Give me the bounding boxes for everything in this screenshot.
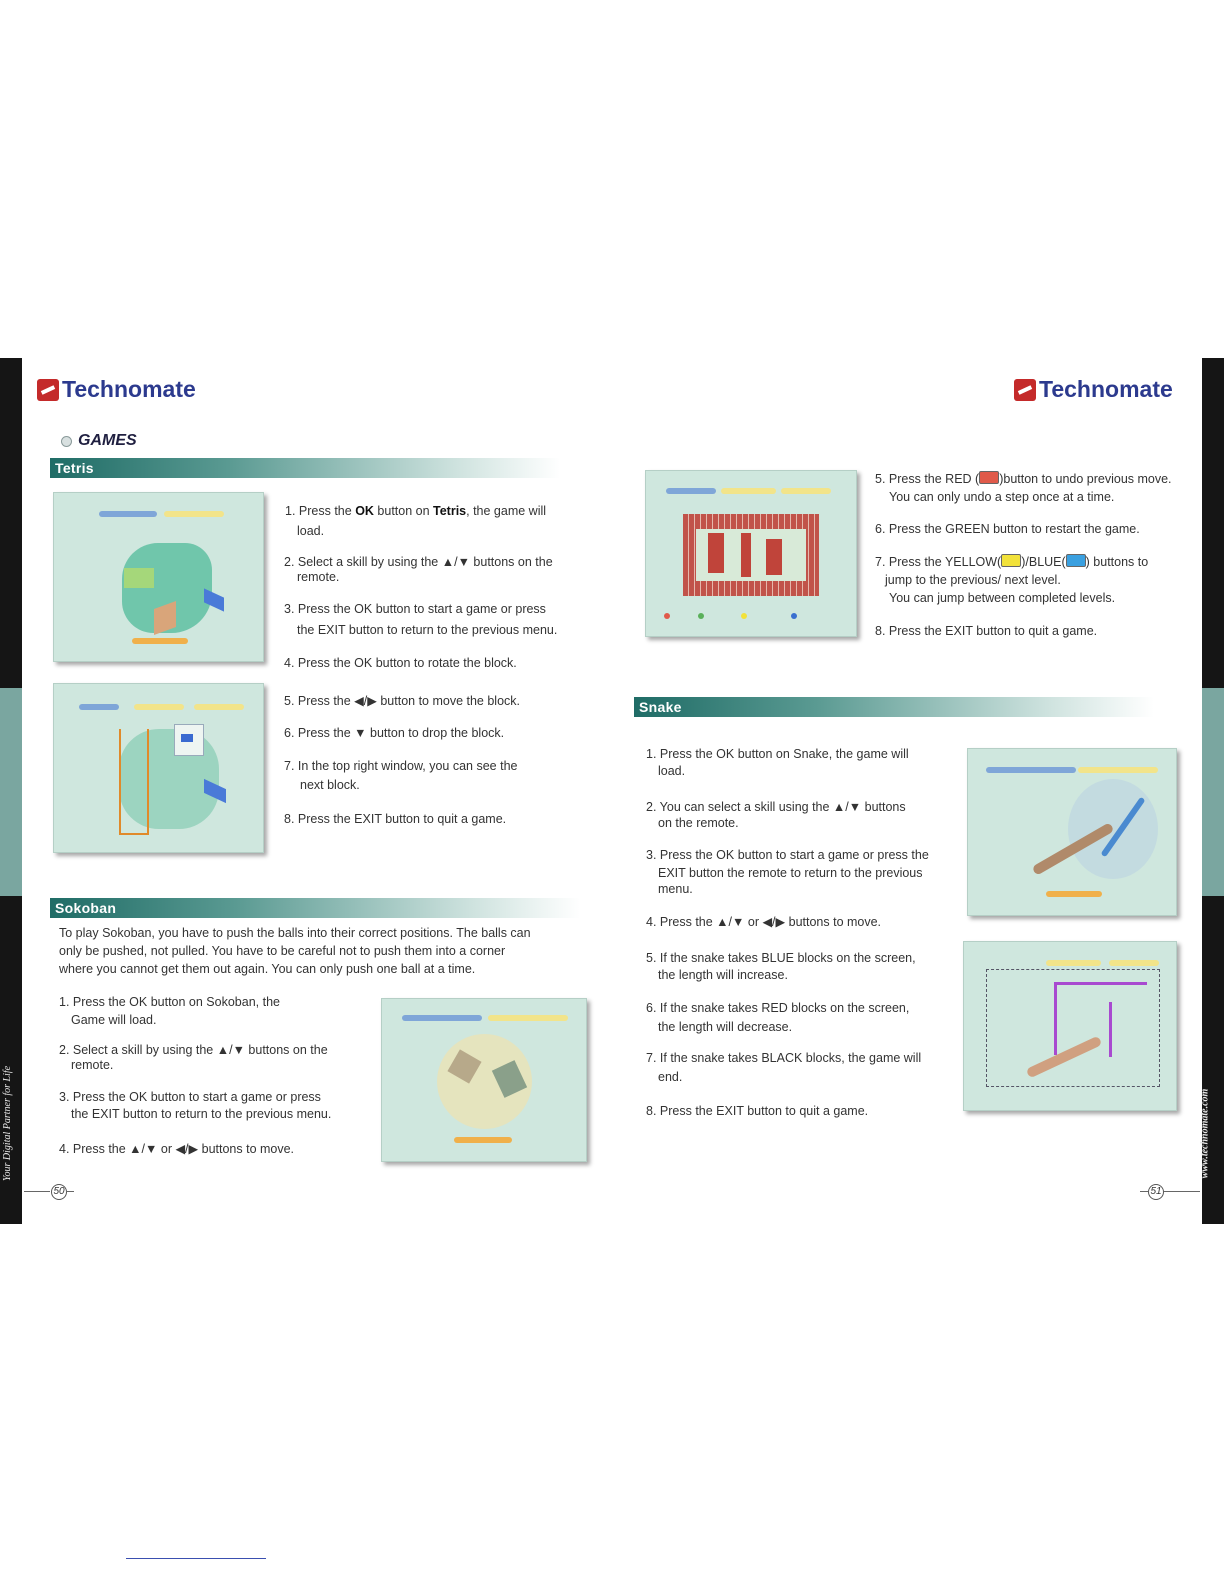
tetris-step-6: 6. Press the ▼ button to drop the block.: [284, 726, 505, 740]
snake-step-5-cont: the length will increase.: [658, 968, 788, 982]
right-spine: [1199, 358, 1224, 1224]
brand-logo-left: [37, 376, 196, 403]
snake-step-8: 8. Press the EXIT button to quit a game.: [646, 1104, 869, 1118]
red-button-icon: [979, 471, 999, 484]
sokoban-intro-3: where you cannot get them out again. You can only push one ball at a time.: [59, 962, 476, 976]
tetris-step-7: 7. In the top right window, you can see the: [284, 759, 518, 773]
sokoban-step-7-cont: jump to the previous/ next level.: [885, 573, 1061, 587]
sokoban-step-5: 5. Press the RED ( )button to undo previous move.: [875, 472, 1172, 486]
tetris-step-1: 1. Press the OK button on Tetris, the game will: [285, 504, 547, 518]
snake-step-6: 6. If the snake takes RED blocks on the screen,: [646, 1001, 910, 1015]
sokoban-step-4: 4. Press the ▲/▼ or ◀/▶ buttons to move.: [59, 1142, 295, 1156]
tetris-step-8: 8. Press the EXIT button to quit a game.: [284, 812, 507, 826]
snake-step-4: 4. Press the ▲/▼ or ◀/▶ buttons to move.: [646, 915, 882, 929]
tetris-heading-bar: [50, 458, 560, 478]
left-spine: [0, 358, 22, 1224]
tetris-step-3: 3. Press the OK button to start a game or press: [284, 602, 546, 616]
sokoban-step-7-cont2: You can jump between completed levels.: [889, 591, 1116, 605]
sokoban-step-2: 2. Select a skill by using the ▲/▼ buttons on the: [59, 1043, 328, 1057]
brand-name: Technomate: [1039, 376, 1173, 402]
snake-step-6-cont: the length will decrease.: [658, 1020, 793, 1034]
footer-underline: [126, 1558, 266, 1559]
page-rule-left: [24, 1191, 50, 1192]
snake-step-7: 7. If the snake takes BLACK blocks, the game will: [646, 1051, 922, 1065]
sokoban-heading: Sokoban: [55, 900, 117, 916]
page-number-left: 50: [51, 1184, 67, 1200]
tetris-step-5: 5. Press the ◀/▶ button to move the block.: [284, 694, 521, 708]
right-spine-text: www.technomate.com: [1199, 1088, 1211, 1179]
snake-step-3: 3. Press the OK button to start a game or press the: [646, 848, 929, 862]
sokoban-intro-2: only be pushed, not pulled. You have to be careful not to push them into a corner: [59, 944, 506, 958]
snake-heading-bar: [634, 697, 1154, 717]
brand-mark-icon: [1014, 379, 1036, 401]
brand-name: Technomate: [62, 376, 196, 402]
sokoban-step-6: 6. Press the GREEN button to restart the game.: [875, 522, 1140, 536]
tetris-step-4: 4. Press the OK button to rotate the block.: [284, 656, 517, 670]
tetris-step-3-cont: the EXIT button to return to the previous menu.: [297, 623, 558, 637]
snake-step-3-cont: EXIT button the remote to return to the previous: [658, 866, 923, 880]
snake-step-3-cont2: menu.: [658, 882, 693, 896]
sokoban-intro-1: To play Sokoban, you have to push the balls into their correct positions. The balls can: [59, 926, 531, 940]
tetris-menu-screenshot: [53, 492, 264, 662]
yellow-button-icon: [1001, 554, 1021, 567]
tetris-heading: Tetris: [55, 460, 94, 476]
snake-step-1-cont: load.: [658, 764, 686, 778]
brand-mark-icon: [37, 379, 59, 401]
sokoban-step-2-cont: remote.: [71, 1058, 114, 1072]
bullet-icon: [61, 436, 72, 447]
sokoban-step-1-cont: Game will load.: [71, 1013, 157, 1027]
tetris-step-2: 2. Select a skill by using the ▲/▼ buttons on the: [284, 555, 553, 569]
snake-step-2: 2. You can select a skill using the ▲/▼ buttons: [646, 800, 906, 814]
page-rule-left2: [66, 1191, 74, 1192]
snake-menu-screenshot: [967, 748, 1177, 916]
tetris-step-7-cont: next block.: [300, 778, 360, 792]
sokoban-step-7: 7. Press the YELLOW( )/BLUE( ) buttons to: [875, 555, 1149, 569]
page-rule-right: [1140, 1191, 1148, 1192]
sokoban-heading-bar: [50, 898, 580, 918]
left-spine-text: Your Digital Partner for Life: [2, 1065, 14, 1182]
tetris-step-2-cont: remote.: [297, 570, 340, 584]
snake-step-2-cont: on the remote.: [658, 816, 739, 830]
tetris-step-1-cont: load.: [297, 524, 325, 538]
snake-step-5: 5. If the snake takes BLUE blocks on the screen,: [646, 951, 916, 965]
snake-step-1: 1. Press the OK button on Snake, the game will: [646, 747, 909, 761]
sokoban-step-1: 1. Press the OK button on Sokoban, the: [59, 995, 280, 1009]
page-rule-right2: [1164, 1191, 1200, 1192]
sokoban-step-3: 3. Press the OK button to start a game or press: [59, 1090, 321, 1104]
snake-step-7-cont: end.: [658, 1070, 683, 1084]
sokoban-menu-screenshot: [381, 998, 587, 1162]
blue-button-icon: [1066, 554, 1086, 567]
section-title: GAMES: [61, 432, 137, 450]
snake-heading: Snake: [639, 699, 682, 715]
page-number-right: 51: [1148, 1184, 1164, 1200]
brand-logo-right: [1014, 376, 1173, 403]
sokoban-step-3-cont: the EXIT button to return to the previous menu.: [71, 1107, 332, 1121]
sokoban-play-screenshot: [645, 470, 857, 637]
snake-play-screenshot: [963, 941, 1177, 1111]
tetris-play-screenshot: [53, 683, 264, 853]
sokoban-step-8: 8. Press the EXIT button to quit a game.: [875, 624, 1098, 638]
sokoban-step-5-cont: You can only undo a step once at a time.: [889, 490, 1115, 504]
